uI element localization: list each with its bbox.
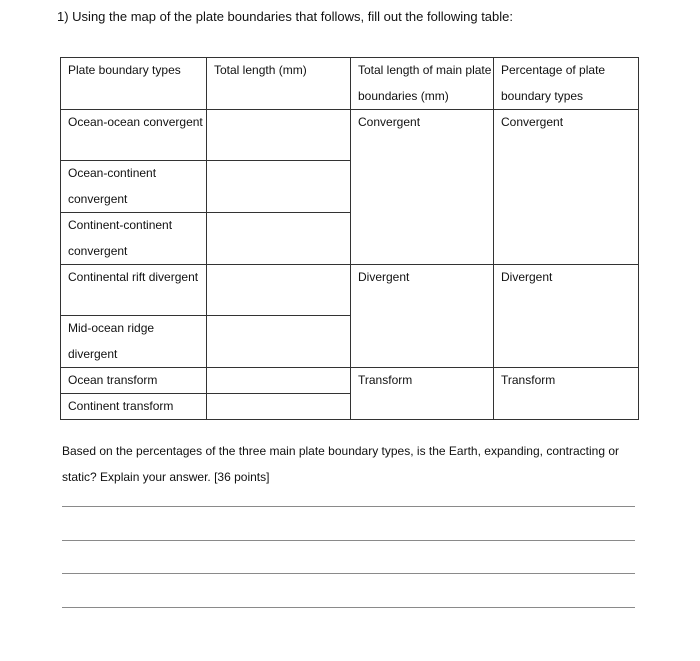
group-percentage-cell[interactable]: Transform: [494, 368, 639, 420]
table-row: [61, 368, 639, 394]
group-main-length-cell[interactable]: Divergent: [351, 265, 494, 368]
total-length-cell[interactable]: [207, 265, 351, 316]
group-percentage-cell[interactable]: Convergent: [494, 110, 639, 265]
plate-boundary-table: [60, 57, 639, 420]
answer-line[interactable]: [62, 506, 635, 507]
table-header-row: [61, 58, 639, 110]
answer-line[interactable]: [62, 607, 635, 608]
header-plate-boundary-types: Plate boundary types: [61, 58, 207, 110]
row-label: Ocean transform: [61, 368, 207, 394]
group-main-length-cell[interactable]: Transform: [351, 368, 494, 420]
total-length-cell[interactable]: [207, 213, 351, 265]
instruction-text: 1) Using the map of the plate boundaries that follows, fill out the following table:: [57, 9, 513, 24]
row-label: Ocean-continent convergent: [61, 161, 207, 213]
header-total-length-main: Total length of main plate boundaries (mm): [351, 58, 494, 110]
row-label: Continent transform: [61, 394, 207, 420]
header-total-length: Total length (mm): [207, 58, 351, 110]
row-label: Mid-ocean ridge divergent: [61, 316, 207, 368]
total-length-cell[interactable]: [207, 368, 351, 394]
total-length-cell[interactable]: [207, 316, 351, 368]
total-length-cell[interactable]: [207, 161, 351, 213]
total-length-cell[interactable]: [207, 394, 351, 420]
answer-line[interactable]: [62, 573, 635, 574]
group-percentage-cell[interactable]: Divergent: [494, 265, 639, 368]
answer-line[interactable]: [62, 540, 635, 541]
table-row: [61, 110, 639, 161]
header-percentage: Percentage of plate boundary types: [494, 58, 639, 110]
total-length-cell[interactable]: [207, 110, 351, 161]
row-label: Continental rift divergent: [61, 265, 207, 316]
question-text: Based on the percentages of the three main plate boundary types, is the Earth, expanding, contracting or static? Explain your answer. [36 points]: [62, 444, 620, 484]
table-row: [61, 265, 639, 316]
row-label: Continent-continent convergent: [61, 213, 207, 265]
row-label: Ocean-ocean convergent: [61, 110, 207, 161]
group-main-length-cell[interactable]: Convergent: [351, 110, 494, 265]
